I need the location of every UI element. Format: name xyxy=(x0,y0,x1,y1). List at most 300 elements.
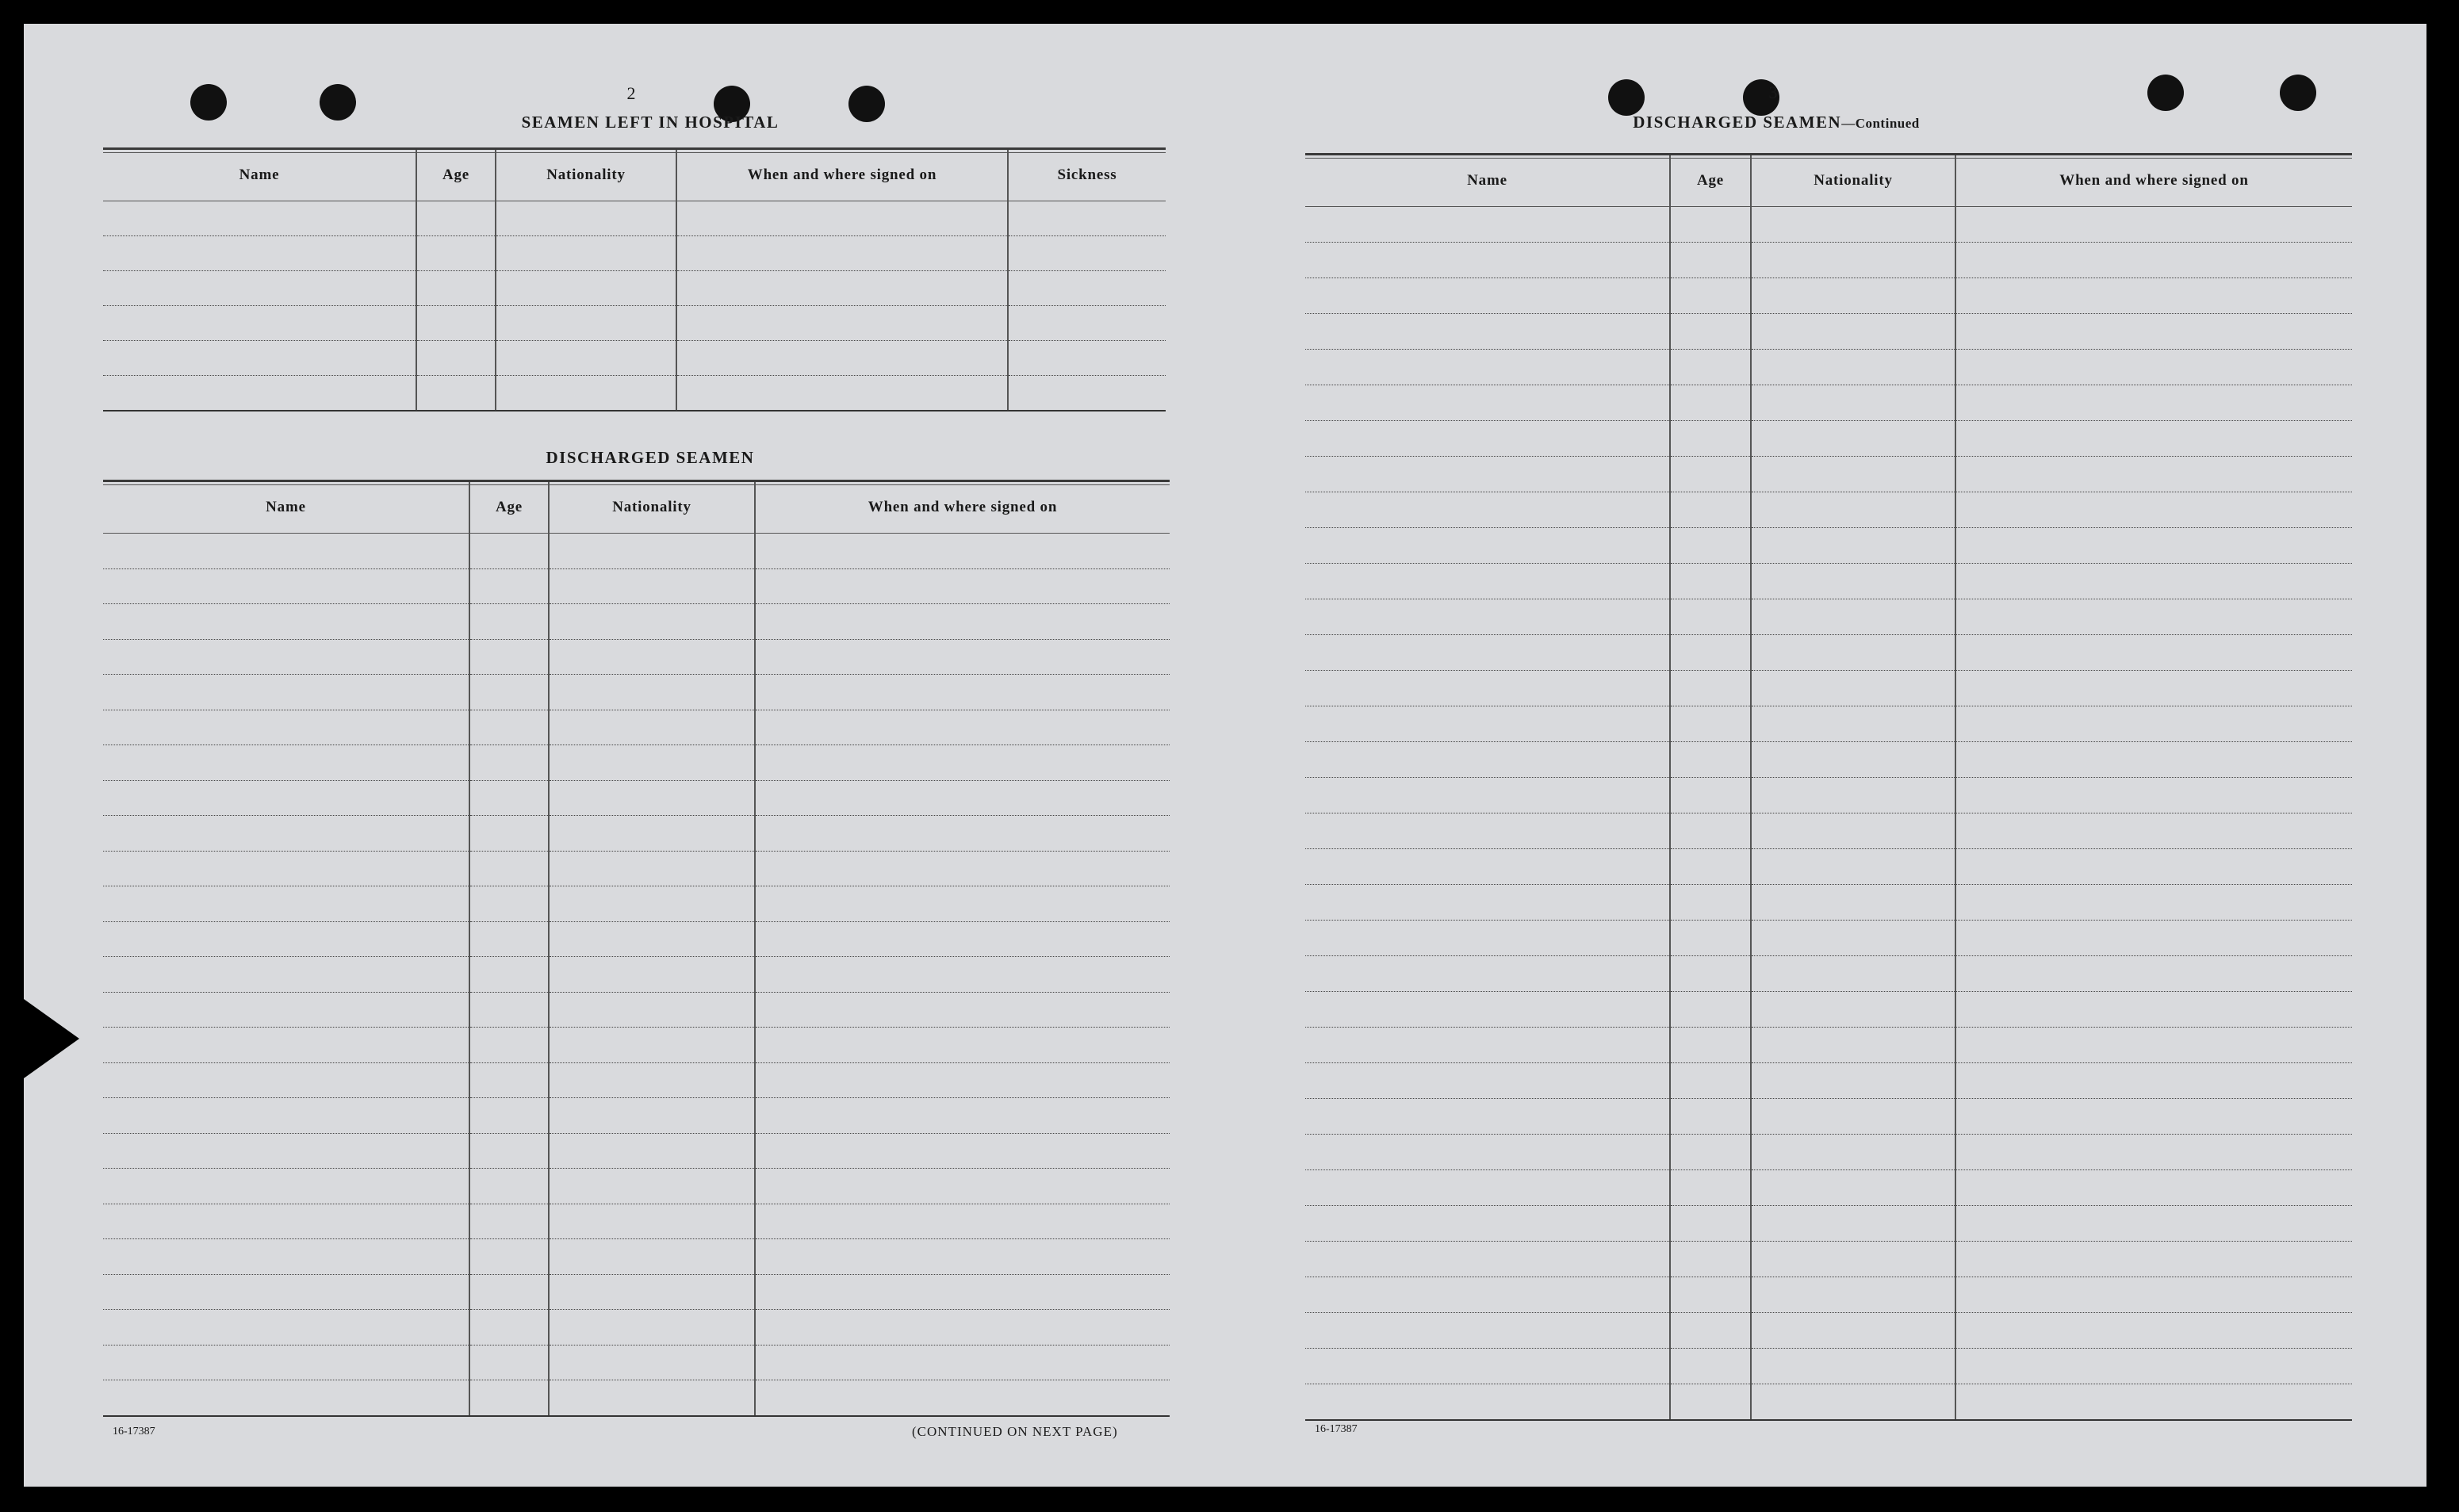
table-cell[interactable] xyxy=(676,201,1008,236)
table-cell[interactable] xyxy=(1305,278,1670,314)
table-cell[interactable] xyxy=(755,992,1170,1028)
table-cell[interactable] xyxy=(549,1345,755,1380)
table-cell[interactable] xyxy=(676,376,1008,411)
table-cell[interactable] xyxy=(1305,635,1670,671)
table-cell[interactable] xyxy=(469,851,549,886)
table-row xyxy=(103,236,1166,271)
table-cell[interactable] xyxy=(1305,564,1670,599)
table-cell[interactable] xyxy=(416,306,496,341)
table-cell[interactable] xyxy=(1751,813,1955,849)
table-cell[interactable] xyxy=(1955,1349,2352,1384)
table-cell[interactable] xyxy=(755,957,1170,993)
table-cell[interactable] xyxy=(469,1028,549,1063)
table-cell[interactable] xyxy=(416,201,496,236)
table-cell[interactable] xyxy=(549,957,755,993)
table-cell[interactable] xyxy=(469,1133,549,1169)
table-cell[interactable] xyxy=(1955,742,2352,778)
table-cell[interactable] xyxy=(1955,1277,2352,1313)
table-cell[interactable] xyxy=(469,1380,549,1416)
table-cell[interactable] xyxy=(1955,992,2352,1028)
table-cell[interactable] xyxy=(469,816,549,852)
table-row xyxy=(1305,457,2352,492)
table-cell[interactable] xyxy=(103,604,469,640)
table-cell[interactable] xyxy=(1955,1028,2352,1063)
table-row xyxy=(1305,742,2352,778)
table-cell[interactable] xyxy=(1751,1349,1955,1384)
table-cell[interactable] xyxy=(469,639,549,675)
table-cell[interactable] xyxy=(1670,599,1751,635)
table-cell[interactable] xyxy=(1955,207,2352,243)
table-cell[interactable] xyxy=(1305,1313,1670,1349)
table-cell[interactable] xyxy=(103,921,469,957)
table-cell[interactable] xyxy=(755,1098,1170,1134)
table-cell[interactable] xyxy=(103,236,416,271)
table-cell[interactable] xyxy=(1670,528,1751,564)
table-row xyxy=(1305,314,2352,350)
table-cell[interactable] xyxy=(549,1169,755,1204)
table-cell[interactable] xyxy=(1670,742,1751,778)
table-cell[interactable] xyxy=(1305,492,1670,528)
table-cell[interactable] xyxy=(549,886,755,922)
table-row xyxy=(103,1345,1170,1380)
table-cell[interactable] xyxy=(103,1169,469,1204)
table-cell[interactable] xyxy=(755,1274,1170,1310)
table-cell[interactable] xyxy=(1305,1206,1670,1242)
table-cell[interactable] xyxy=(1670,492,1751,528)
table-cell[interactable] xyxy=(1751,1242,1955,1277)
table-cell[interactable] xyxy=(755,1310,1170,1345)
table-cell[interactable] xyxy=(1751,385,1955,421)
table-cell[interactable] xyxy=(1751,1313,1955,1349)
table-cell[interactable] xyxy=(1670,314,1751,350)
table-cell[interactable] xyxy=(1670,243,1751,278)
table-cell[interactable] xyxy=(549,1098,755,1134)
table-cell[interactable] xyxy=(1955,1384,2352,1421)
table-cell[interactable] xyxy=(103,675,469,710)
table-cell[interactable] xyxy=(103,1098,469,1134)
table-cell[interactable] xyxy=(755,534,1170,569)
table-cell[interactable] xyxy=(103,710,469,745)
table-cell[interactable] xyxy=(1305,992,1670,1028)
table-cell[interactable] xyxy=(1955,813,2352,849)
table-cell[interactable] xyxy=(549,568,755,604)
table-cell[interactable] xyxy=(1305,1242,1670,1277)
table-cell[interactable] xyxy=(1670,885,1751,921)
table-cell[interactable] xyxy=(1305,849,1670,885)
table-cell[interactable] xyxy=(1751,885,1955,921)
table-cell[interactable] xyxy=(1305,1349,1670,1384)
table-cell[interactable] xyxy=(1955,885,2352,921)
table-cell[interactable] xyxy=(1751,207,1955,243)
table-cell[interactable] xyxy=(1670,1384,1751,1421)
table-cell[interactable] xyxy=(1305,1135,1670,1170)
table-cell[interactable] xyxy=(1670,1349,1751,1384)
table-cell[interactable] xyxy=(1751,599,1955,635)
table-cell[interactable] xyxy=(1955,1170,2352,1206)
table-cell[interactable] xyxy=(1751,1277,1955,1313)
table-cell[interactable] xyxy=(676,236,1008,271)
table-cell[interactable] xyxy=(103,271,416,306)
table-cell[interactable] xyxy=(549,534,755,569)
table-cell[interactable] xyxy=(1670,564,1751,599)
table-cell[interactable] xyxy=(549,639,755,675)
table-row xyxy=(1305,671,2352,706)
table-cell[interactable] xyxy=(469,921,549,957)
table-cell[interactable] xyxy=(1670,1170,1751,1206)
table-cell[interactable] xyxy=(1955,564,2352,599)
table-row xyxy=(103,271,1166,306)
table-cell[interactable] xyxy=(1955,457,2352,492)
table-cell[interactable] xyxy=(1670,1313,1751,1349)
table-cell[interactable] xyxy=(1751,243,1955,278)
table-cell[interactable] xyxy=(1751,278,1955,314)
table-cell[interactable] xyxy=(549,1133,755,1169)
table-cell[interactable] xyxy=(549,1204,755,1239)
table-cell[interactable] xyxy=(1305,1384,1670,1421)
punch-hole xyxy=(190,84,227,121)
table-cell[interactable] xyxy=(1751,778,1955,813)
table-cell[interactable] xyxy=(1751,457,1955,492)
table-row xyxy=(103,1274,1170,1310)
table-cell[interactable] xyxy=(469,710,549,745)
table-cell[interactable] xyxy=(103,1062,469,1098)
table-cell[interactable] xyxy=(416,376,496,411)
table-cell[interactable] xyxy=(469,886,549,922)
section-title-suffix: —Continued xyxy=(1841,116,1920,131)
table-cell[interactable] xyxy=(1670,385,1751,421)
table-cell[interactable] xyxy=(469,568,549,604)
table-cell[interactable] xyxy=(549,710,755,745)
table-row xyxy=(1305,921,2352,956)
table-cell[interactable] xyxy=(1305,599,1670,635)
table-cell[interactable] xyxy=(469,1345,549,1380)
table-cell[interactable] xyxy=(1670,635,1751,671)
table-cell[interactable] xyxy=(416,236,496,271)
table-cell[interactable] xyxy=(1670,921,1751,956)
table-cell[interactable] xyxy=(1955,706,2352,742)
table-cell[interactable] xyxy=(755,639,1170,675)
table-cell[interactable] xyxy=(755,1133,1170,1169)
table-cell[interactable] xyxy=(103,201,416,236)
table-cell[interactable] xyxy=(469,780,549,816)
table-cell[interactable] xyxy=(1670,421,1751,457)
table-cell[interactable] xyxy=(1305,921,1670,956)
table-row xyxy=(1305,1277,2352,1313)
ledger-sheet xyxy=(24,24,2426,1487)
table-cell[interactable] xyxy=(755,568,1170,604)
table-cell[interactable] xyxy=(1670,1028,1751,1063)
table-cell[interactable] xyxy=(1751,671,1955,706)
table-cell[interactable] xyxy=(469,992,549,1028)
table-cell[interactable] xyxy=(1305,207,1670,243)
table-cell[interactable] xyxy=(1955,243,2352,278)
table-cell[interactable] xyxy=(103,886,469,922)
table-cell[interactable] xyxy=(1955,849,2352,885)
table-cell[interactable] xyxy=(416,341,496,376)
discharged-continued-table xyxy=(1305,153,2352,1421)
table-cell[interactable] xyxy=(496,376,676,411)
table-cell[interactable] xyxy=(1751,1384,1955,1421)
table-cell[interactable] xyxy=(1955,492,2352,528)
table-cell[interactable] xyxy=(1305,528,1670,564)
table-cell[interactable] xyxy=(469,1062,549,1098)
table-cell[interactable] xyxy=(469,1169,549,1204)
table-cell[interactable] xyxy=(1305,350,1670,385)
table-cell[interactable] xyxy=(496,201,676,236)
table-cell[interactable] xyxy=(549,604,755,640)
table-cell[interactable] xyxy=(1955,314,2352,350)
table-cell[interactable] xyxy=(1305,778,1670,813)
table-cell[interactable] xyxy=(469,604,549,640)
table-row xyxy=(103,1169,1170,1204)
table-cell[interactable] xyxy=(1751,1028,1955,1063)
table-cell[interactable] xyxy=(103,376,416,411)
table-cell[interactable] xyxy=(1751,350,1955,385)
table-cell[interactable] xyxy=(469,1310,549,1345)
table-cell[interactable] xyxy=(103,1204,469,1239)
table-row xyxy=(103,306,1166,341)
table-cell[interactable] xyxy=(1305,706,1670,742)
table-cell[interactable] xyxy=(103,341,416,376)
table-cell[interactable] xyxy=(1955,385,2352,421)
table-cell[interactable] xyxy=(1670,1135,1751,1170)
table-cell[interactable] xyxy=(103,1028,469,1063)
table-cell[interactable] xyxy=(755,745,1170,781)
table-cell[interactable] xyxy=(1305,457,1670,492)
table-cell[interactable] xyxy=(676,341,1008,376)
table-cell[interactable] xyxy=(1305,885,1670,921)
table-cell[interactable] xyxy=(1955,921,2352,956)
table-cell[interactable] xyxy=(549,992,755,1028)
table-cell[interactable] xyxy=(755,886,1170,922)
table-cell[interactable] xyxy=(1751,528,1955,564)
table-cell[interactable] xyxy=(1751,492,1955,528)
table-cell[interactable] xyxy=(469,1274,549,1310)
table-cell[interactable] xyxy=(1305,1170,1670,1206)
table-cell[interactable] xyxy=(1305,421,1670,457)
table-cell[interactable] xyxy=(103,1239,469,1275)
table-row xyxy=(103,710,1170,745)
table-cell[interactable] xyxy=(1751,1099,1955,1135)
table-cell[interactable] xyxy=(103,306,416,341)
table-cell[interactable] xyxy=(1008,236,1166,271)
table-cell[interactable] xyxy=(755,1380,1170,1416)
section-title-text: DISCHARGED SEAMEN xyxy=(1633,113,1842,132)
table-cell[interactable] xyxy=(496,306,676,341)
table-cell[interactable] xyxy=(469,1098,549,1134)
table-cell[interactable] xyxy=(1751,1063,1955,1099)
table-cell[interactable] xyxy=(1670,1063,1751,1099)
table-cell[interactable] xyxy=(1751,742,1955,778)
table-cell[interactable] xyxy=(549,780,755,816)
table-cell[interactable] xyxy=(1305,671,1670,706)
table-cell[interactable] xyxy=(1008,341,1166,376)
table-cell[interactable] xyxy=(1751,635,1955,671)
table-cell[interactable] xyxy=(755,921,1170,957)
table-cell[interactable] xyxy=(1305,385,1670,421)
table-cell[interactable] xyxy=(1670,1242,1751,1277)
table-cell[interactable] xyxy=(1670,278,1751,314)
column-header: Age xyxy=(1670,155,1751,207)
table-cell[interactable] xyxy=(103,780,469,816)
table-row xyxy=(103,1204,1170,1239)
table-cell[interactable] xyxy=(416,271,496,306)
table-cell[interactable] xyxy=(1751,849,1955,885)
table-cell[interactable] xyxy=(1008,201,1166,236)
table-cell[interactable] xyxy=(1751,1206,1955,1242)
table-cell[interactable] xyxy=(755,816,1170,852)
table-cell[interactable] xyxy=(755,1062,1170,1098)
table-cell[interactable] xyxy=(103,992,469,1028)
table-cell[interactable] xyxy=(1305,1028,1670,1063)
table-cell[interactable] xyxy=(1305,1063,1670,1099)
table-cell[interactable] xyxy=(469,675,549,710)
table-cell[interactable] xyxy=(1955,1063,2352,1099)
table-cell[interactable] xyxy=(1955,956,2352,992)
table-cell[interactable] xyxy=(1955,278,2352,314)
table-cell[interactable] xyxy=(1008,271,1166,306)
table-cell[interactable] xyxy=(103,639,469,675)
table-cell[interactable] xyxy=(549,1274,755,1310)
table-cell[interactable] xyxy=(103,1133,469,1169)
table-cell[interactable] xyxy=(1670,1099,1751,1135)
table-cell[interactable] xyxy=(103,1274,469,1310)
table-cell[interactable] xyxy=(103,568,469,604)
table-cell[interactable] xyxy=(755,675,1170,710)
table-cell[interactable] xyxy=(755,1239,1170,1275)
table-cell[interactable] xyxy=(103,816,469,852)
table-cell[interactable] xyxy=(1670,457,1751,492)
column-header: Name xyxy=(103,150,416,201)
page-number: 2 xyxy=(626,83,636,103)
table-cell[interactable] xyxy=(1008,306,1166,341)
table-cell[interactable] xyxy=(549,1028,755,1063)
table-cell[interactable] xyxy=(103,745,469,781)
table-cell[interactable] xyxy=(496,236,676,271)
table-cell[interactable] xyxy=(1955,635,2352,671)
continued-note: (CONTINUED ON NEXT PAGE) xyxy=(912,1424,1118,1439)
table-cell[interactable] xyxy=(1305,813,1670,849)
table-cell[interactable] xyxy=(755,851,1170,886)
table-cell[interactable] xyxy=(103,851,469,886)
table-cell[interactable] xyxy=(1670,813,1751,849)
table-cell[interactable] xyxy=(103,534,469,569)
table-cell[interactable] xyxy=(1670,956,1751,992)
table-cell[interactable] xyxy=(103,957,469,993)
table-cell[interactable] xyxy=(1955,1313,2352,1349)
table-cell[interactable] xyxy=(1955,1242,2352,1277)
table-cell[interactable] xyxy=(1305,956,1670,992)
table-cell[interactable] xyxy=(1955,599,2352,635)
table-cell[interactable] xyxy=(103,1380,469,1416)
table-cell[interactable] xyxy=(549,921,755,957)
table-cell[interactable] xyxy=(1751,564,1955,599)
table-cell[interactable] xyxy=(1670,671,1751,706)
table-cell[interactable] xyxy=(103,1310,469,1345)
table-cell[interactable] xyxy=(755,1169,1170,1204)
table-cell[interactable] xyxy=(1751,421,1955,457)
table-cell[interactable] xyxy=(103,1345,469,1380)
table-cell[interactable] xyxy=(549,675,755,710)
table-cell[interactable] xyxy=(1305,742,1670,778)
table-cell[interactable] xyxy=(1008,376,1166,411)
table-cell[interactable] xyxy=(1670,350,1751,385)
table-cell[interactable] xyxy=(496,271,676,306)
table-cell[interactable] xyxy=(1751,1135,1955,1170)
table-cell[interactable] xyxy=(1305,1099,1670,1135)
table-cell[interactable] xyxy=(549,851,755,886)
table-cell[interactable] xyxy=(755,1204,1170,1239)
table-cell[interactable] xyxy=(496,341,676,376)
table-cell[interactable] xyxy=(1955,350,2352,385)
table-cell[interactable] xyxy=(549,1239,755,1275)
table-cell[interactable] xyxy=(469,745,549,781)
form-number: 16-17387 xyxy=(1315,1423,1358,1435)
table-cell[interactable] xyxy=(1670,1277,1751,1313)
table-row xyxy=(103,957,1170,993)
table-cell[interactable] xyxy=(1751,956,1955,992)
table-cell[interactable] xyxy=(469,1204,549,1239)
table-row xyxy=(1305,385,2352,421)
table-cell[interactable] xyxy=(1670,849,1751,885)
column-header: Sickness xyxy=(1008,150,1166,201)
table-cell[interactable] xyxy=(549,816,755,852)
table-cell[interactable] xyxy=(1751,992,1955,1028)
table-cell[interactable] xyxy=(755,710,1170,745)
sheet-notch xyxy=(24,999,79,1078)
hospital-table xyxy=(103,147,1166,411)
table-cell[interactable] xyxy=(1305,314,1670,350)
table-cell[interactable] xyxy=(755,1345,1170,1380)
table-cell[interactable] xyxy=(1955,1206,2352,1242)
table-cell[interactable] xyxy=(1751,314,1955,350)
table-cell[interactable] xyxy=(549,1062,755,1098)
table-cell[interactable] xyxy=(1751,706,1955,742)
table-cell[interactable] xyxy=(1955,421,2352,457)
table-cell[interactable] xyxy=(1305,243,1670,278)
table-cell[interactable] xyxy=(1670,207,1751,243)
table-cell[interactable] xyxy=(469,1239,549,1275)
table-cell[interactable] xyxy=(755,1028,1170,1063)
table-cell[interactable] xyxy=(549,1310,755,1345)
table-cell[interactable] xyxy=(755,604,1170,640)
table-cell[interactable] xyxy=(549,1380,755,1416)
table-cell[interactable] xyxy=(469,534,549,569)
table-row xyxy=(1305,421,2352,457)
table-cell[interactable] xyxy=(1670,778,1751,813)
table-cell[interactable] xyxy=(755,780,1170,816)
table-cell[interactable] xyxy=(1305,1277,1670,1313)
table-row xyxy=(103,745,1170,781)
column-header: Nationality xyxy=(1751,155,1955,207)
table-cell[interactable] xyxy=(1955,528,2352,564)
table-cell[interactable] xyxy=(1751,1170,1955,1206)
table-cell[interactable] xyxy=(1670,1206,1751,1242)
table-cell[interactable] xyxy=(1955,778,2352,813)
page-number: 3 xyxy=(1768,82,1778,102)
table-cell[interactable] xyxy=(1955,1135,2352,1170)
table-cell[interactable] xyxy=(549,745,755,781)
table-cell[interactable] xyxy=(1670,992,1751,1028)
table-row xyxy=(1305,243,2352,278)
table-cell[interactable] xyxy=(469,957,549,993)
table-cell[interactable] xyxy=(676,271,1008,306)
table-cell[interactable] xyxy=(676,306,1008,341)
table-cell[interactable] xyxy=(1955,1099,2352,1135)
table-cell[interactable] xyxy=(1751,921,1955,956)
table-cell[interactable] xyxy=(1670,706,1751,742)
table-cell[interactable] xyxy=(1955,671,2352,706)
